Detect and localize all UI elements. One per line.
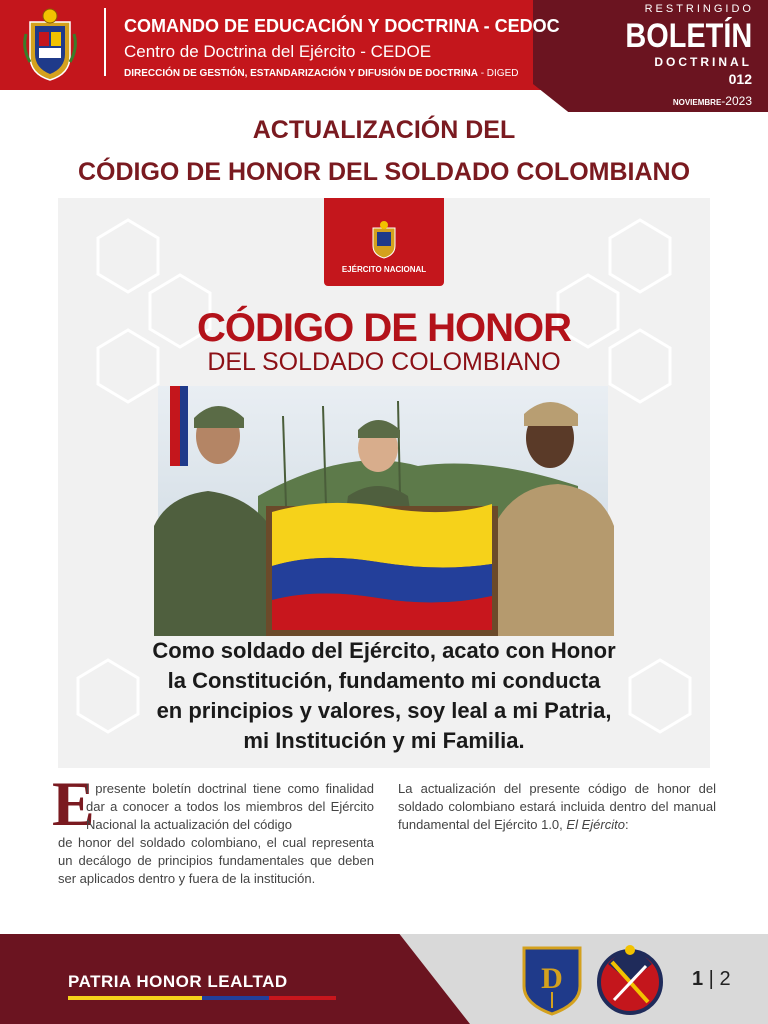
date-month: NOVIEMBRE	[672, 98, 722, 107]
bulletin-number: 012	[728, 71, 752, 87]
motto-line: Como soldado del Ejército, acato con Honor	[152, 638, 616, 663]
classification-label: RESTRINGIDO	[644, 3, 754, 15]
intro-paragraph-continued: de honor del soldado colombiano, el cual representa un decálogo de principios fundamentales que deben ser aplicados dentro y fuera de la institución.	[58, 835, 374, 886]
direction-acronym: - DIGED	[477, 68, 519, 79]
motto-line: la Constitución, fundamento mi conducta	[167, 668, 601, 693]
header-divider	[104, 8, 106, 76]
update-text: La actualización del presente código de honor del soldado colombiano estará incluida dentro del manual fundamental del Ejército 1.0,	[398, 781, 716, 832]
poster-heading: CÓDIGO DE HONOR	[197, 306, 571, 350]
update-end: :	[624, 817, 629, 832]
page-title-line1: ACTUALIZACIÓN DEL	[252, 116, 516, 144]
publication-date	[673, 94, 752, 108]
honor-code-poster	[58, 198, 710, 768]
page-title-line2: CÓDIGO DE HONOR DEL SOLDADO COLOMBIANO	[77, 158, 691, 186]
date-year: -2023	[721, 94, 752, 108]
flag-stripe	[68, 996, 336, 1000]
drop-cap: E	[52, 768, 95, 839]
page-current: 1	[692, 968, 704, 990]
direction-label	[124, 68, 518, 79]
direction-name: DIRECCIÓN DE GESTIÓN, ESTANDARIZACIÓN Y DIFUSIÓN DE DOCTRINA	[124, 68, 478, 79]
army-badge-label: EJÉRCITO NACIONAL	[341, 265, 427, 274]
motto-line: mi Institución y mi Familia.	[243, 728, 525, 753]
honor-code-motto	[58, 636, 710, 756]
doctrine-shield-icon	[520, 942, 584, 1016]
center-subtitle: Centro de Doctrina del Ejército - CEDOE	[124, 42, 432, 61]
intro-paragraph-start: l presente boletín doctrinal tiene como finalidad dar a conocer a todos los miembros del Ejército Nacional la actualización del código	[86, 781, 374, 832]
badge-crest-icon	[369, 220, 399, 260]
footer-motto: PATRIA HONOR LEALTAD	[68, 972, 288, 991]
cedoe-emblem-icon	[596, 942, 664, 1016]
motto-line: en principios y valores, soy leal a mi Patria,	[156, 698, 612, 723]
soldiers-with-flag-photo	[58, 376, 710, 636]
publication-type: DOCTRINAL	[654, 55, 752, 69]
army-crest-icon	[20, 4, 80, 84]
svg-text:D: D	[541, 962, 563, 995]
publication-label: BOLETÍN	[625, 17, 752, 55]
command-title: COMANDO DE EDUCACIÓN Y DOCTRINA - CEDOC	[124, 16, 560, 36]
page-separator: |	[703, 968, 720, 990]
manual-title: El Ejército	[566, 817, 625, 832]
poster-subheading: DEL SOLDADO COLOMBIANO	[207, 348, 561, 376]
page-number	[692, 968, 731, 991]
update-paragraph	[398, 780, 716, 834]
page-total: 2	[719, 968, 731, 990]
